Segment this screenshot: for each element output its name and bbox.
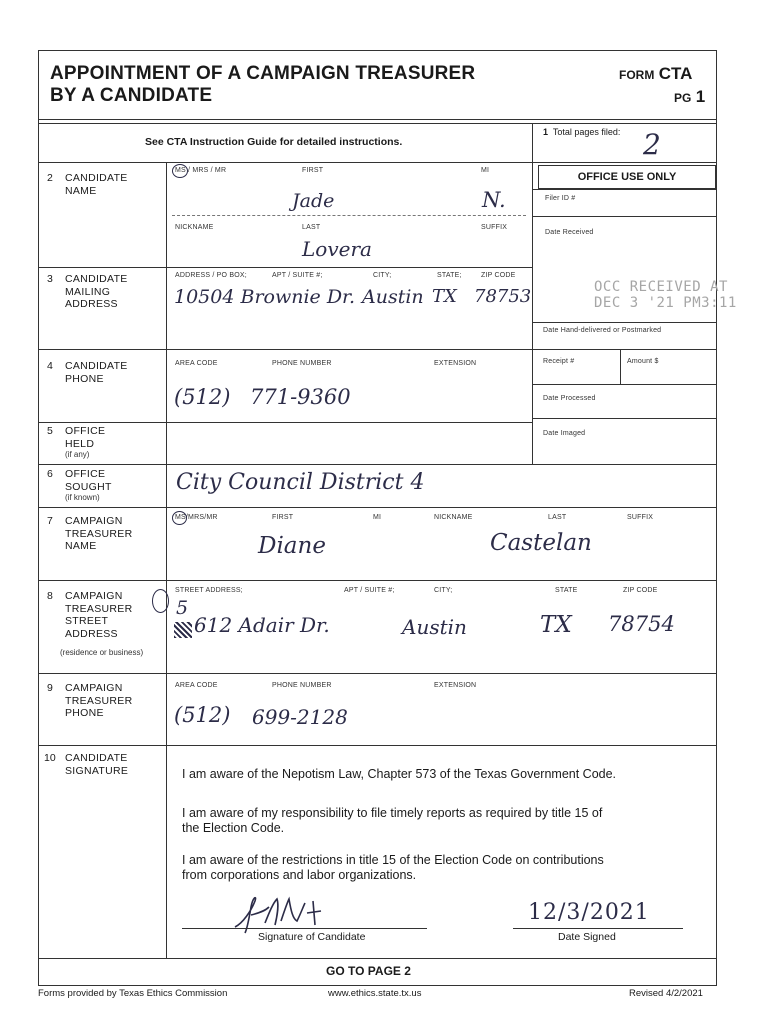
address-correction-mark: 5: [176, 597, 189, 619]
office-held-note: (if any): [65, 450, 90, 459]
candidate-signature-label: CANDIDATE SIGNATURE: [65, 752, 129, 777]
candidate-mi[interactable]: N.: [482, 188, 506, 212]
candidate-city[interactable]: Austin: [362, 286, 424, 308]
section-7-number: 7: [47, 515, 53, 527]
treasurer-state-header: STATE: [555, 587, 578, 594]
treasurer-city-header: CITY;: [434, 587, 453, 594]
treasurer-name-label: CAMPAIGN TREASURER NAME: [65, 515, 133, 552]
section-8-number: 8: [47, 590, 53, 602]
amount-label: Amount $: [627, 358, 659, 365]
treasurer-zip-header: ZIP CODE: [623, 587, 658, 594]
address-header: ADDRESS / PO BOX;: [175, 272, 247, 279]
candidate-zip[interactable]: 78753: [474, 286, 532, 307]
candidate-state[interactable]: TX: [432, 286, 457, 307]
candidate-mailing-address-label: CANDIDATE MAILING ADDRESS: [65, 273, 128, 310]
phone-number-header: PHONE NUMBER: [272, 360, 332, 367]
date-processed-label: Date Processed: [543, 395, 596, 402]
first-name-header: FIRST: [302, 167, 324, 174]
treasurer-ext-header: EXTENSION: [434, 682, 477, 689]
treasurer-title-header: MS/MRS/MR: [175, 514, 218, 521]
total-pages-value[interactable]: 2: [643, 128, 661, 161]
footer-website: www.ethics.state.tx.us: [328, 988, 422, 999]
treasurer-area-header: AREA CODE: [175, 682, 218, 689]
state-header: STATE;: [437, 272, 462, 279]
section-5-number: 5: [47, 425, 53, 437]
ms-circle-mark: [172, 511, 187, 525]
scribbled-digit-mark: [174, 622, 192, 638]
section-3-number: 3: [47, 273, 53, 285]
treasurer-address-label: CAMPAIGN TREASURER STREET ADDRESS: [65, 590, 133, 640]
office-use-header: OFFICE USE ONLY: [538, 165, 716, 189]
street-address-header: STREET ADDRESS;: [175, 587, 243, 594]
area-code-header: AREA CODE: [175, 360, 218, 367]
declaration-contributions: I am aware of the restrictions in title 15 of the Election Code on contributions from corporations and labor organizations.: [182, 853, 604, 882]
section-4-number: 4: [47, 360, 53, 372]
treasurer-phone-label: CAMPAIGN TREASURER PHONE: [65, 682, 133, 719]
mi-header: MI: [481, 167, 490, 174]
go-to-page-2: GO TO PAGE 2: [326, 964, 411, 978]
zip-header: ZIP CODE: [481, 272, 516, 279]
extension-header: EXTENSION: [434, 360, 477, 367]
city-header: CITY;: [373, 272, 392, 279]
treasurer-nickname-header: NICKNAME: [434, 514, 473, 521]
section-10-number: 10: [44, 752, 56, 764]
candidate-area-code[interactable]: (512): [174, 385, 231, 409]
received-stamp: OCC RECEIVED AT DEC 3 '21 PM3:11: [594, 279, 737, 311]
filer-id-label: Filer ID #: [545, 195, 576, 202]
treasurer-phone-number[interactable]: 699-2128: [252, 705, 348, 729]
office-held-label: OFFICE HELD: [65, 425, 106, 450]
total-pages-label: 1 Total pages filed:: [543, 127, 621, 137]
treasurer-suffix-header: SUFFIX: [627, 514, 654, 521]
candidate-address[interactable]: 10504 Brownie Dr.: [174, 286, 356, 308]
declaration-reports: I am aware of my responsibility to file timely reports as required by title 15 of the Election Code.: [182, 806, 603, 835]
date-received-label: Date Received: [545, 229, 594, 236]
section-9-number: 9: [47, 682, 53, 694]
footer-left: Forms provided by Texas Ethics Commission: [38, 988, 228, 999]
page-indicator: PG 1: [674, 87, 706, 106]
receipt-label: Receipt #: [543, 358, 575, 365]
form-title: APPOINTMENT OF A CAMPAIGN TREASURER BY A CANDIDATE: [50, 63, 476, 106]
date-hand-delivered-label: Date Hand-delivered or Postmarked: [543, 327, 662, 334]
candidate-last-name[interactable]: Lovera: [302, 237, 372, 261]
office-sought-label: OFFICE SOUGHT: [65, 468, 112, 493]
last-name-header: LAST: [302, 224, 321, 231]
treasurer-first-name[interactable]: Diane: [258, 533, 326, 559]
section-2-number: 2: [47, 172, 53, 184]
date-signed-caption: Date Signed: [558, 931, 616, 943]
instructions-text: See CTA Instruction Guide for detailed instructions.: [145, 136, 403, 148]
treasurer-last-header: LAST: [548, 514, 567, 521]
office-sought-note: (if known): [65, 493, 100, 502]
treasurer-first-header: FIRST: [272, 514, 294, 521]
title-header: MS / MRS / MR: [175, 167, 226, 174]
treasurer-zip[interactable]: 78754: [608, 612, 675, 636]
nickname-header: NICKNAME: [175, 224, 214, 231]
date-imaged-label: Date Imaged: [543, 430, 586, 437]
treasurer-last-name[interactable]: Castelan: [490, 530, 592, 556]
candidate-name-label: CANDIDATE NAME: [65, 172, 128, 197]
circled-address-mark: [152, 589, 169, 613]
treasurer-mi-header: MI: [373, 514, 382, 521]
signature-caption: Signature of Candidate: [258, 931, 366, 943]
candidate-phone-label: CANDIDATE PHONE: [65, 360, 128, 385]
footer-revised: Revised 4/2/2021: [629, 988, 703, 999]
treasurer-apt-header: APT / SUITE #;: [344, 587, 395, 594]
date-signed-value[interactable]: 12/3/2021: [528, 900, 650, 925]
office-sought-value[interactable]: City Council District 4: [176, 470, 425, 495]
treasurer-city[interactable]: Austin: [402, 615, 467, 639]
treasurer-state[interactable]: TX: [540, 612, 572, 638]
suffix-header: SUFFIX: [481, 224, 508, 231]
treasurer-street-address[interactable]: 612 Adair Dr.: [194, 613, 330, 637]
apt-header: APT / SUITE #;: [272, 272, 323, 279]
section-6-number: 6: [47, 468, 53, 480]
treasurer-address-note: (residence or business): [60, 648, 144, 657]
ms-circle-mark: [172, 164, 188, 178]
treasurer-phone-header: PHONE NUMBER: [272, 682, 332, 689]
candidate-first-name[interactable]: Jade: [292, 190, 335, 212]
form-code: FORM CTA: [619, 64, 693, 83]
declaration-nepotism: I am aware of the Nepotism Law, Chapter 573 of the Texas Government Code.: [182, 767, 617, 781]
treasurer-area-code[interactable]: (512): [174, 703, 231, 727]
candidate-phone-number[interactable]: 771-9360: [250, 385, 351, 409]
